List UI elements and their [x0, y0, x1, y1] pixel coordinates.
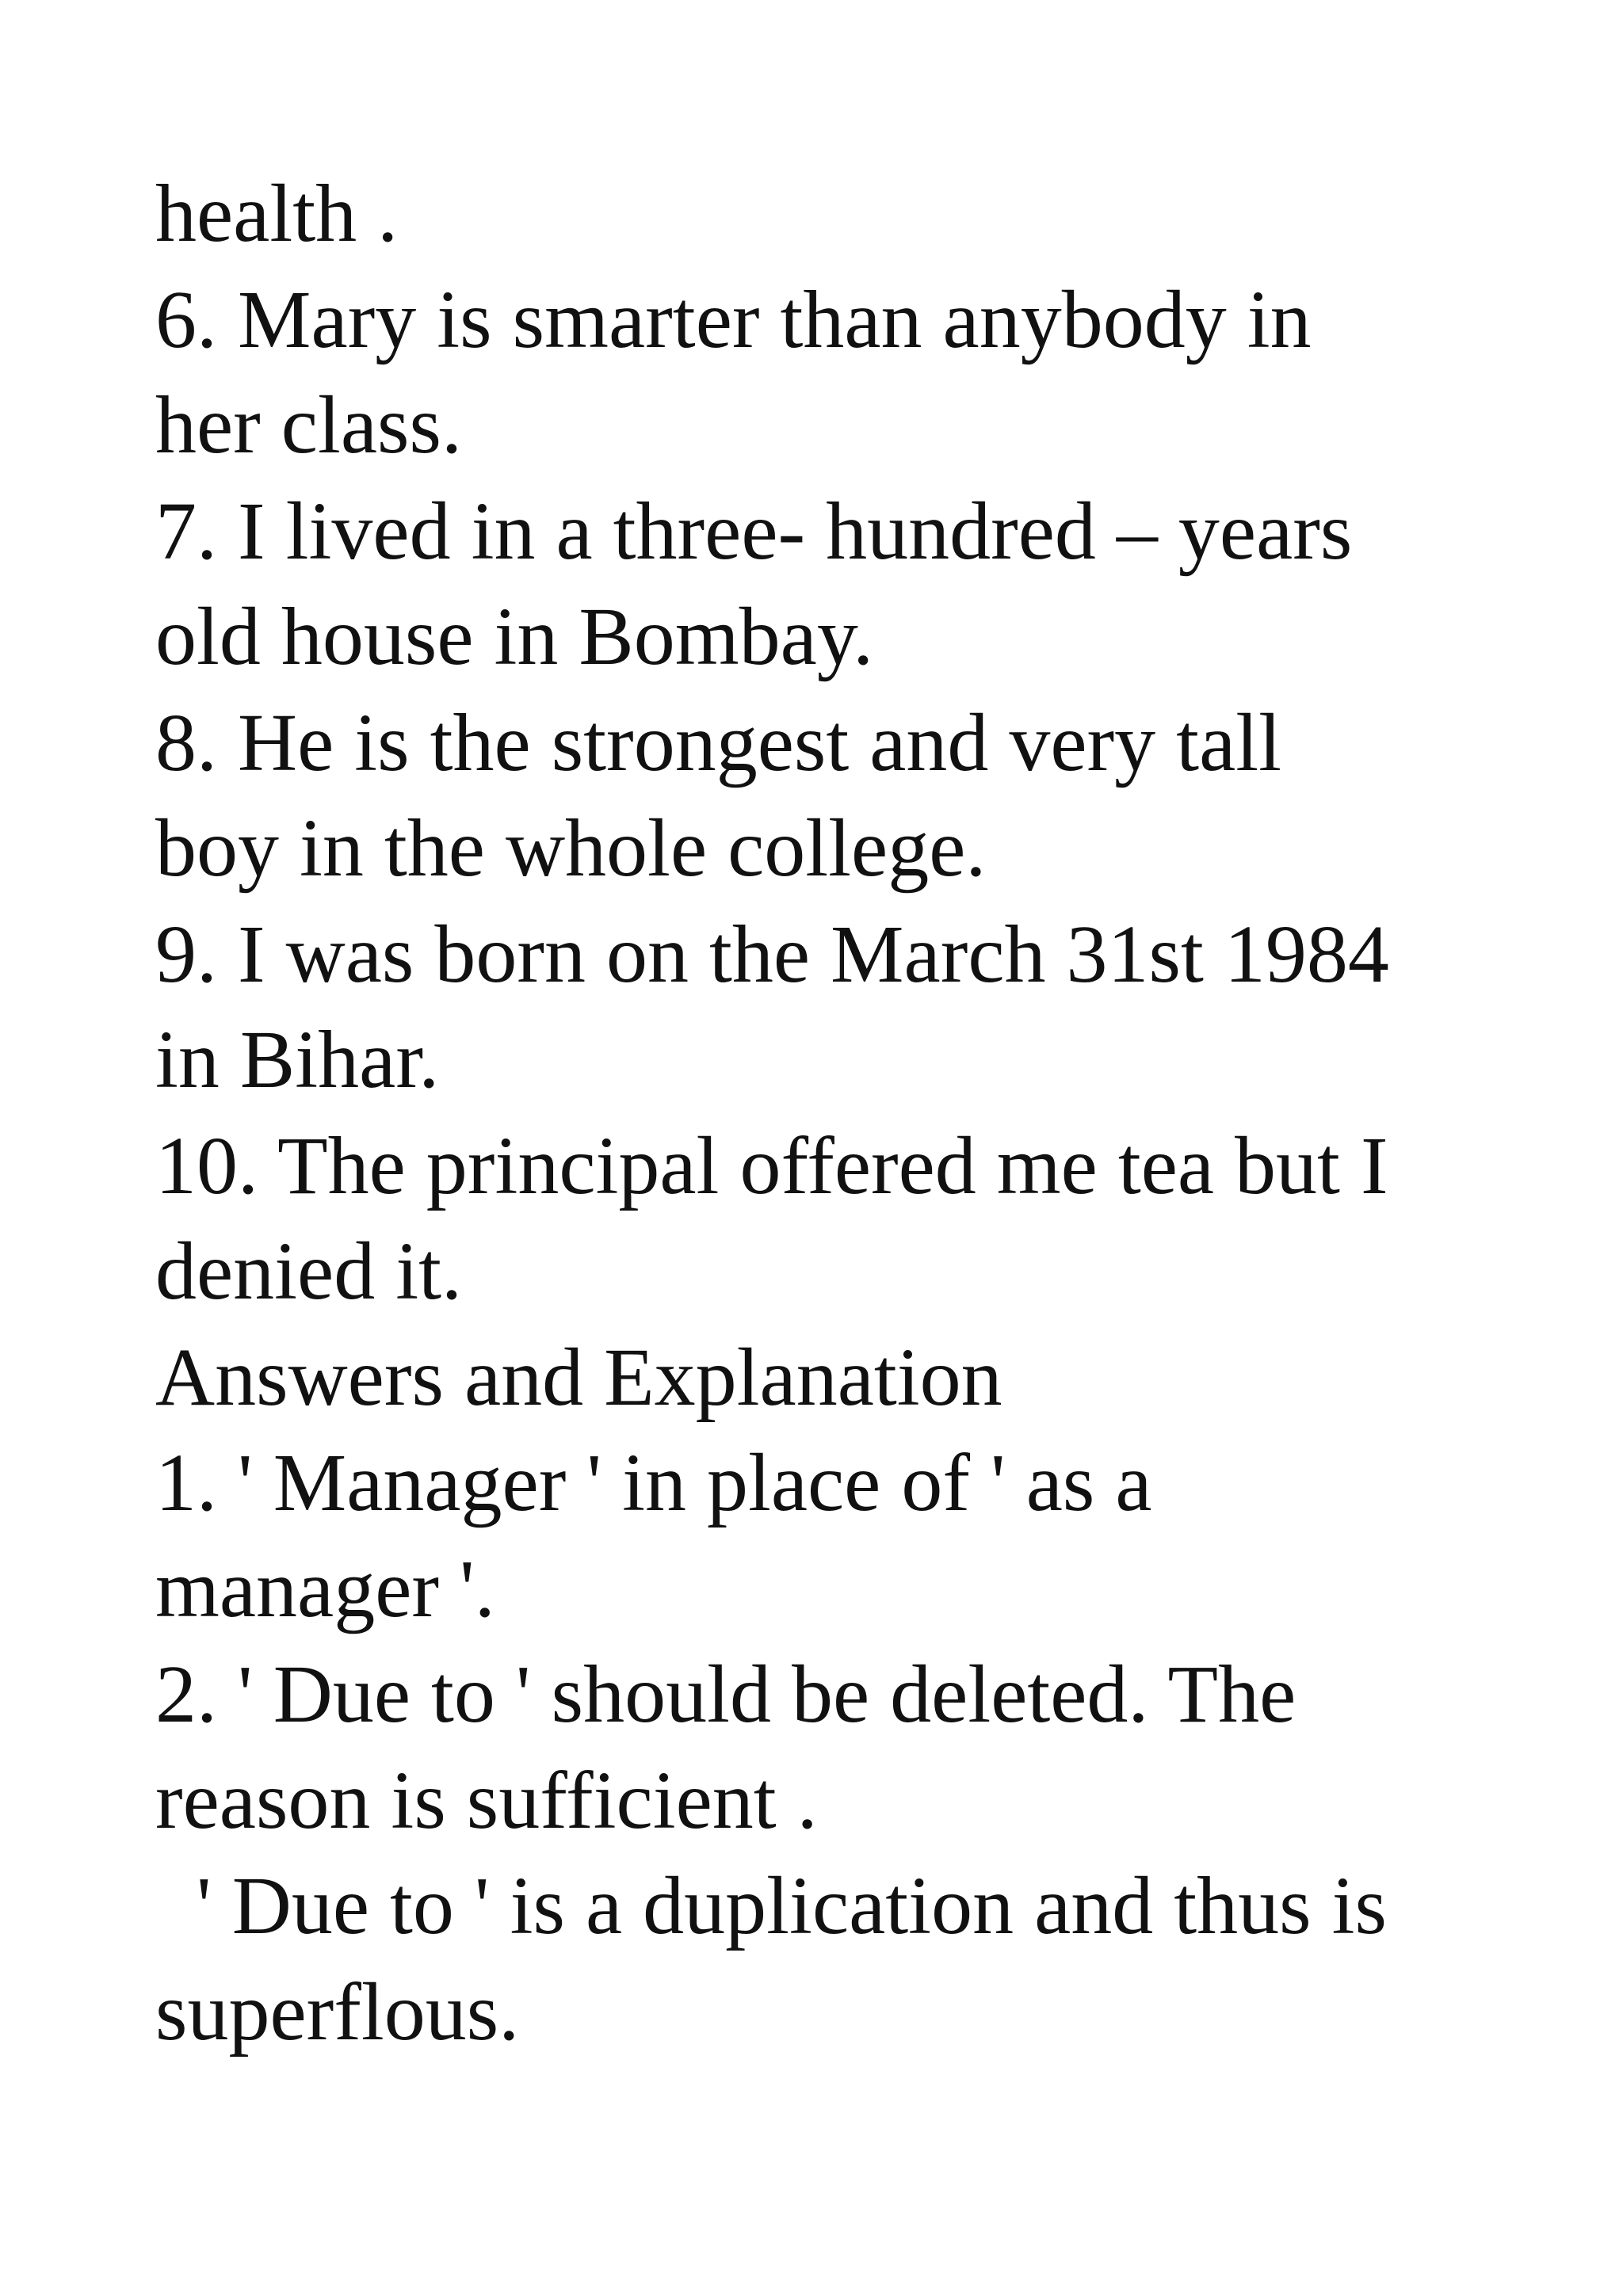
question-7-line-1: 7. I lived in a three- hundred – years — [155, 485, 1353, 577]
question-6-line-1: 6. Mary is smarter than anybody in — [155, 273, 1312, 365]
answer-2-line-1: 2. ' Due to ' should be deleted. The — [155, 1649, 1296, 1740]
question-7-line-2: old house in Bombay. — [155, 591, 874, 682]
question-8-line-1: 8. He is the strongest and very tall — [155, 696, 1282, 788]
question-9-line-2: in Bihar. — [155, 1014, 440, 1105]
question-8-line-2: boy in the whole college. — [155, 803, 987, 894]
answer-1-line-1: 1. ' Manager ' in place of ' as a — [155, 1437, 1152, 1528]
answer-2-line-4: superflous. — [155, 1966, 520, 2058]
answer-2-line-2: reason is sufficient . — [155, 1754, 818, 1846]
question-10-line-2: denied it. — [155, 1226, 463, 1317]
answers-heading: Answers and Explanation — [155, 1331, 1002, 1423]
question-9-line-1: 9. I was born on the March 31st 1984 — [155, 908, 1389, 1000]
question-6-line-2: her class. — [155, 379, 462, 471]
document-body — [155, 161, 1582, 2065]
answer-2-line-3: ' Due to ' is a duplication and thus is — [155, 1860, 1387, 1951]
question-10-line-1: 10. The principal offered me tea but I — [155, 1119, 1388, 1211]
text-line-health: health . — [155, 168, 399, 259]
answer-1-line-2: manager '. — [155, 1543, 495, 1634]
